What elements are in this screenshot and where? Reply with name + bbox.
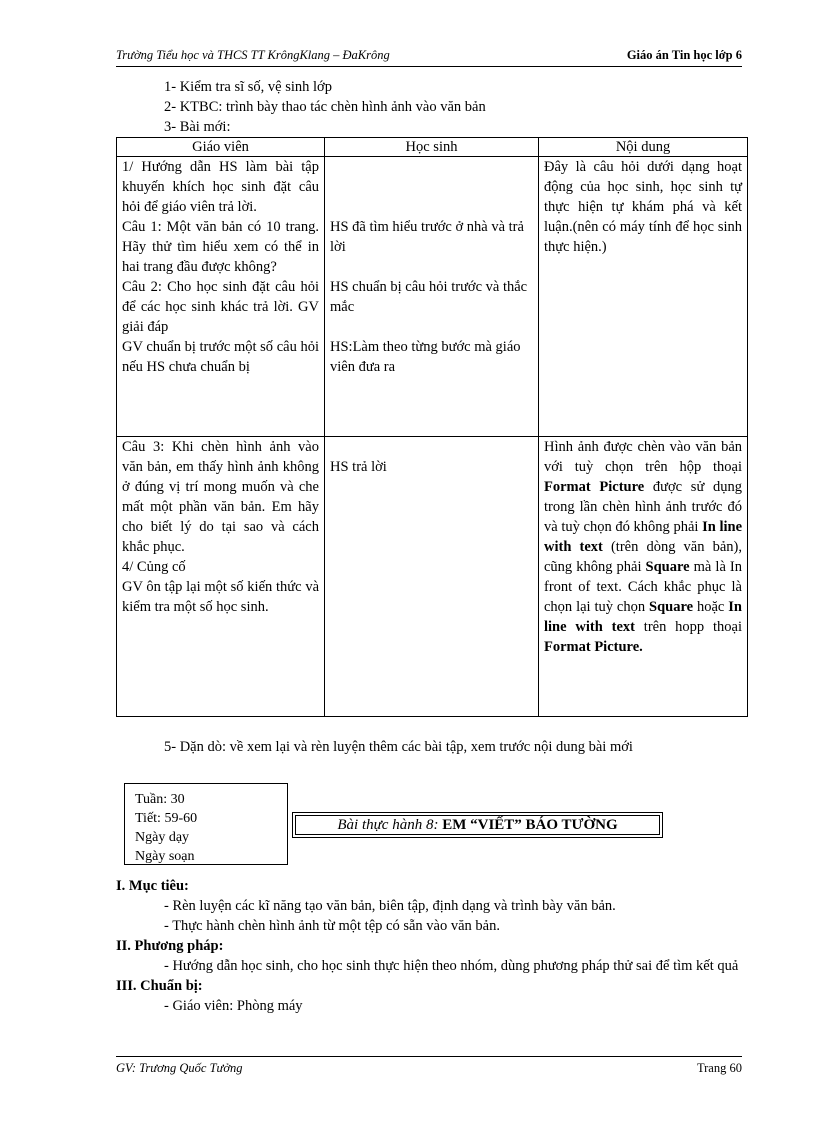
header-school: Trường Tiểu học và THCS TT KrôngKlang – ĐaKrông — [116, 48, 390, 62]
section-item: - Thực hành chèn hình ảnh từ một tệp có sẵn vào văn bản. — [164, 918, 500, 934]
period-label: Tiết: 59-60 — [135, 811, 198, 826]
nd-bold: In line with text — [544, 599, 742, 635]
nd-text: hoặc — [693, 599, 729, 615]
schedule-box — [124, 783, 288, 865]
nd-bold: Format Picture — [544, 479, 645, 495]
header-subject: Giáo án Tin học lớp 6 — [626, 48, 742, 62]
page-number: Trang 60 — [696, 1061, 742, 1075]
nd-text: Hình ảnh được chèn vào văn bản với tuỳ chọn trên hộp thoại — [544, 439, 742, 475]
cell-noi-dung — [539, 437, 748, 717]
intro-line: 2- KTBC: trình bày thao tác chèn hình ảnh vào văn bản — [164, 99, 486, 115]
hs-text: HS đã tìm hiểu trước ở nhà và trả lời — [330, 219, 524, 255]
gv-text: Câu 2: Cho học sinh đặt câu hỏi để các học sinh khác trả lời. GV giải đáp — [122, 279, 319, 335]
gv-text: 4/ Củng cố — [122, 559, 186, 575]
gv-text: 1/ Hướng dẫn HS làm bài tập khuyến khích học sinh đặt câu hỏi để giáo viên trả lời. — [122, 159, 319, 215]
nd-text: (trên dòng văn bản), cũng không phải — [544, 539, 742, 575]
table-row — [117, 437, 748, 717]
gv-text: Câu 1: Một văn bản có 10 trang. Hãy thử tìm hiểu xem có thể in hai trang đầu được không? — [122, 219, 319, 275]
nd-text: Đây là câu hỏi dưới dạng hoạt động của học sinh, học sinh tự thực hiện tự khám phá và kết luận.(nên có máy tính để học sinh thực hiện.) — [544, 159, 742, 255]
section-title: I. Mục tiêu: — [116, 878, 189, 894]
gv-text: Câu 3: Khi chèn hình ảnh vào văn bản, em thấy hình ảnh không ở đúng vị trí mong muốn và che mất một phần văn bản. Em hãy cho biết lý do tại sao và cách khắc phục. — [122, 439, 319, 555]
cell-hoc-sinh — [325, 437, 539, 717]
cell-giao-vien — [117, 437, 325, 717]
col-header-giao-vien: Giáo viên — [117, 138, 325, 157]
page-header — [116, 48, 742, 67]
lesson-title-box — [292, 812, 663, 838]
nd-bold: Square — [649, 599, 694, 615]
section-item: - Hướng dẫn học sinh, cho học sinh thực hiện theo nhóm, dùng phương pháp thử sai để tìm kết quả — [164, 958, 739, 974]
intro-line: 1- Kiểm tra sĩ số, vệ sinh lớp — [164, 79, 332, 95]
section-item: - Rèn luyện các kĩ năng tạo văn bản, biên tập, định dạng và trình bày văn bản. — [164, 898, 616, 914]
table-row — [117, 157, 748, 437]
footer-teacher: GV: Trương Quốc Tưởng — [116, 1061, 243, 1075]
nd-bold: In line with text — [544, 519, 743, 555]
cell-giao-vien — [117, 157, 325, 437]
intro-line: 3- Bài mới: — [164, 119, 231, 135]
hs-text: HS trả lời — [330, 459, 387, 475]
col-header-hoc-sinh: Học sinh — [325, 138, 539, 157]
dan-do-text: 5- Dặn dò: về xem lại và rèn luyện thêm các bài tập, xem trước nội dung bài mới — [164, 739, 633, 755]
hs-text: HS chuẩn bị câu hỏi trước và thắc mắc — [330, 279, 528, 315]
gv-text: GV chuẩn bị trước một số câu hỏi nếu HS chưa chuẩn bị — [122, 339, 319, 375]
teaching-date-label: Ngày dạy — [135, 830, 190, 845]
nd-bold: Square — [645, 559, 690, 575]
week-label: Tuần: 30 — [135, 792, 185, 807]
nd-text: mà là In front of text. Cách khắc phục là chọn lại tuỳ chọn — [544, 559, 742, 615]
lesson-sections — [116, 876, 740, 1016]
lesson-table — [116, 137, 748, 717]
section-title: II. Phương pháp: — [116, 938, 224, 954]
nd-text: trên hopp thoại — [634, 619, 742, 635]
hs-text: HS:Làm theo từng bước mà giáo viên đưa ra — [330, 339, 521, 375]
lesson-title-prefix: Bài thực hành 8: — [337, 817, 439, 833]
page-footer — [116, 1056, 742, 1075]
table-header-row — [117, 138, 748, 157]
section-item: - Giáo viên: Phòng máy — [164, 998, 303, 1014]
col-header-noi-dung: Nội dung — [539, 138, 748, 157]
gv-text: GV ôn tập lại một số kiến thức và kiểm tra một số học sinh. — [122, 579, 319, 615]
cell-hoc-sinh — [325, 157, 539, 437]
section-title: III. Chuẩn bị: — [116, 978, 203, 994]
lesson-title: EM “VIẾT” BÁO TƯỜNG — [442, 817, 618, 833]
nd-bold: Format Picture. — [544, 639, 643, 655]
nd-text: được sử dụng trong lần chèn hình ảnh trước đó và tuỳ chọn đó không phải — [544, 479, 742, 535]
lesson-intro — [164, 77, 486, 137]
prep-date-label: Ngày soạn — [135, 849, 195, 864]
cell-noi-dung — [539, 157, 748, 437]
